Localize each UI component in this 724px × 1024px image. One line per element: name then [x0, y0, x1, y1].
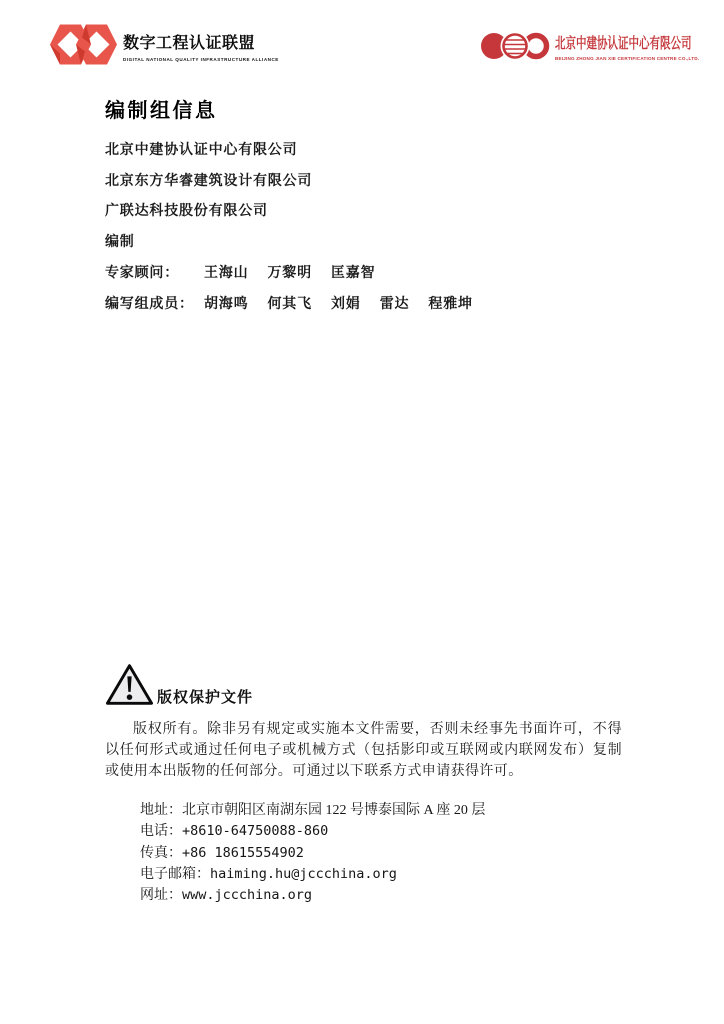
website-label: 网址：	[140, 888, 182, 904]
alliance-logo-text	[123, 30, 279, 68]
alliance-logo	[50, 21, 279, 68]
three-circles-icon	[479, 28, 551, 64]
copyright-badge-label: 版权保护文件	[157, 690, 254, 706]
members-names: 胡海鸣 何其飞 刘娟 雷达 程雅坤	[204, 296, 473, 312]
role-label: 编制	[105, 235, 135, 251]
advisors-label: 专家顾问：	[105, 265, 179, 281]
company-name: 北京中建协认证中心有限公司	[105, 143, 298, 158]
address-label: 地址：	[140, 802, 182, 818]
company-name: 北京东方华睿建筑设计有限公司	[105, 173, 313, 189]
advisors-row	[105, 259, 473, 290]
contact-block	[140, 800, 622, 907]
certification-centre-logo	[479, 28, 724, 64]
contact-row-email	[140, 864, 622, 885]
members-row	[105, 290, 473, 321]
advisors-names: 王海山 万黎明 匡嘉智	[204, 265, 376, 281]
members-label: 编写组成员：	[105, 296, 194, 312]
warning-triangle-icon	[105, 662, 154, 707]
fax-value: +86 18615554902	[182, 844, 304, 861]
phone-label: 电话：	[140, 824, 182, 840]
copyright-notice: 版权所有。除非另有规定或实施本文件需要，否则未经事先书面许可，不得以任何形式或通过任何电子或机械方式（包括影印或互联网或内联网发布）复制或使用本出版物的任何部分。可通过以下联系方式申请获得许可。	[105, 722, 622, 779]
contact-row-fax	[140, 843, 622, 864]
email-label: 电子邮箱：	[140, 866, 210, 882]
website-value: www.jccchina.org	[182, 887, 313, 904]
alliance-logo-title: 数字工程认证联盟	[123, 35, 256, 52]
compilation-info	[105, 136, 473, 320]
contact-row-website	[140, 885, 622, 906]
certification-logo-title: 北京中建协认证中心有限公司	[555, 35, 692, 52]
company-name: 广联达科技股份有限公司	[105, 204, 268, 220]
phone-value: +8610-64750088-860	[182, 823, 329, 840]
address-value: 北京市朝阳区南湖东园 122 号博泰国际 A 座 20 层	[182, 802, 486, 818]
copyright-section	[105, 662, 622, 907]
infinity-hexagon-icon	[50, 21, 117, 68]
alliance-logo-subtitle: DIGITAL NATIONAL QUALITY INFRASTRUCTURE ALLIANCE	[123, 57, 279, 62]
page-title: 编制组信息	[105, 100, 218, 122]
certification-logo-subtitle: BEIJING ZHONG JIAN XIE CERTIFICATION CENTRE CO.,LTD.	[555, 56, 700, 61]
contact-row-address	[140, 800, 622, 821]
certification-logo-text	[555, 32, 724, 64]
email-value: haiming.hu@jccchina.org	[210, 865, 397, 882]
copyright-badge	[105, 662, 622, 707]
contact-row-phone	[140, 821, 622, 842]
fax-label: 传真：	[140, 845, 182, 861]
